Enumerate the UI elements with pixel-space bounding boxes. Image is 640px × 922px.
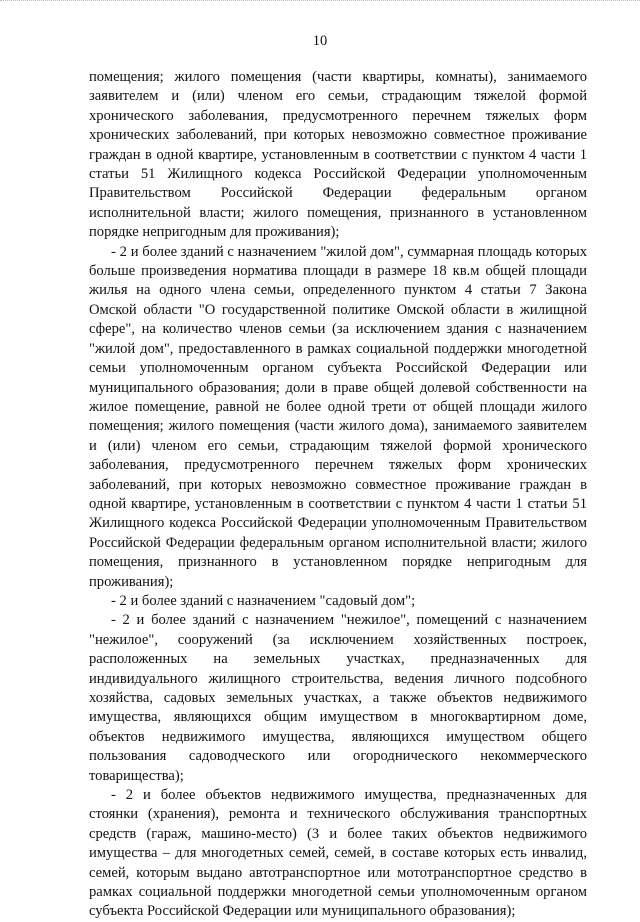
- scan-top-edge: [0, 0, 640, 11]
- paragraph-4: - 2 и более зданий с назначением "нежилое", помещений с назначением "нежилое", сооружений (за исключением хозяйственных построек, расположенных на земельных участках, предназначенных для индивидуального жилищного строительства, ведения личного подсобного хозяйства, садовых земельных участках, а также объектов недвижимого имущества, являющихся общим имуществом в многоквартирном доме, объектов недвижимого имущества, являющихся имуществом общего пользования садоводческого или огороднического некоммерческого товарищества);: [89, 612, 587, 784]
- paragraph-1: помещения; жилого помещения (части квартиры, комнаты), занимаемого заявителем и (или) членом его семьи, страдающим тяжелой формой хронического заболевания, предусмотренного перечнем тяжелых форм хронических заболеваний, при которых невозможно совместное проживание граждан в одной квартире, установленным в соответствии с пунктом 4 части 1 статьи 51 Жилищного кодекса Российской Федерации уполномоченным Правительством Российской Федерации федеральным органом исполнительной власти; жилого помещения, признанного в установленном порядке непригодным для проживания);: [89, 69, 587, 241]
- document-body: [89, 68, 587, 922]
- page-number: 10: [312, 33, 328, 49]
- paragraph-3: - 2 и более зданий с назначением "садовый дом";: [111, 592, 416, 609]
- paragraph-5: - 2 и более объектов недвижимого имущества, предназначенных для стоянки (хранения), ремонта и технического обслуживания транспортных средств (гараж, машино-место) (3 и более таких объектов недвижимого имущества – для многодетных семей, семей, в составе которых есть инвалид, семей, которым выдано автотранспортное или мототранспортное средство в рамках социальной поддержки многодетной семьи уполномоченным органом субъекта Российской Федерации или муниципального образования);: [89, 787, 587, 920]
- paragraph-2: - 2 и более зданий с назначением "жилой дом", суммарная площадь которых больше произведения норматива площади в размере 18 кв.м общей площади жилья на одного члена семьи, определенного пунктом 4 статьи 7 Закона Омской области "О государственной политике Омской области в жилищной сфере", на количество членов семьи (за исключением здания с назначением "жилой дом", предоставленного в рамках социальной поддержки многодетной семьи уполномоченным органом субъекта Российской Федерации или муниципального образования; доли в праве общей долевой собственности на жилое помещение, равной не более одной трети от общей площади жилого помещения; жилого помещения (части жилого дома), занимаемого заявителем и (или) членом его семьи, страдающим тяжелой формой хронического заболевания, предусмотренного перечнем тяжелых форм хронических заболеваний, при которых невозможно совместное проживание граждан в одной квартире, установленным в соответствии с пунктом 4 части 1 статьи 51 Жилищного кодекса Российской Федерации уполномоченным Правительством Российской Федерации федеральным органом исполнительной власти; жилого помещения, признанного в установленном порядке непригодным для проживания);: [89, 243, 587, 590]
